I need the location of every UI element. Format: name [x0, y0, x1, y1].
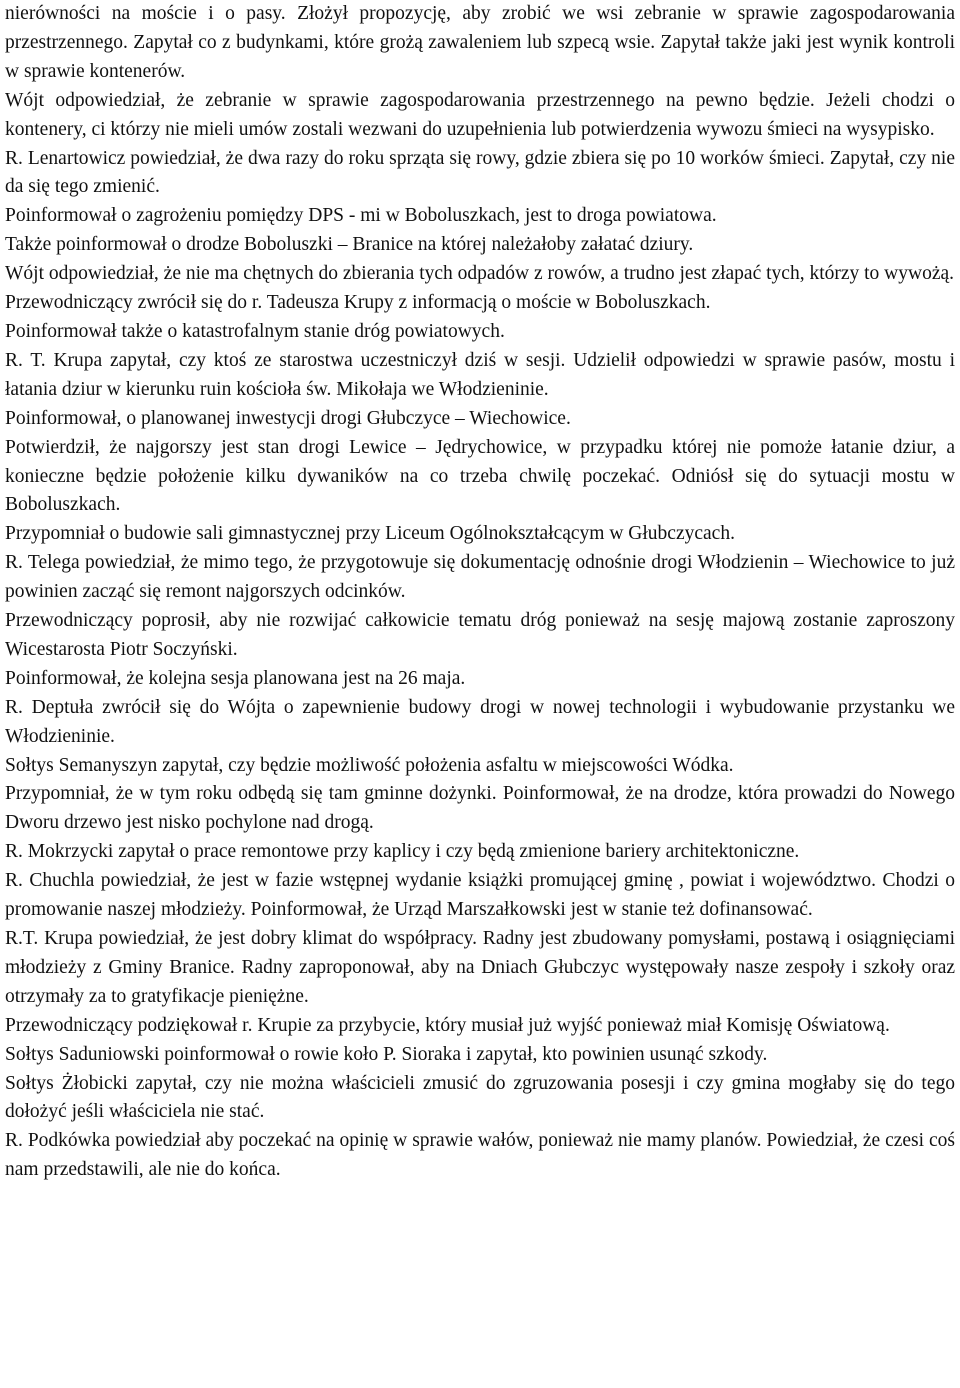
paragraph: Przewodniczący zwrócił się do r. Tadeusza Krupy z informacją o moście w Boboluszkach.	[5, 292, 711, 314]
paragraph: Poinformował także o katastrofalnym stanie dróg powiatowych.	[5, 320, 505, 342]
paragraph: Poinformował, że kolejna sesja planowana jest na 26 maja.	[5, 667, 466, 689]
paragraph: R. Lenartowicz powiedział, że dwa razy do roku sprząta się rowy, gdzie zbiera się po 10 worków śmieci. Zapytał, czy nie da się tego zmienić.	[5, 147, 955, 198]
paragraph: Przypomniał, że w tym roku odbędą się tam gminne dożynki. Poinformował, że na drodze, która prowadzi do Nowego Dworu drzewo jest nisko pochylone nad drogą.	[5, 783, 955, 834]
paragraph: R. Deptuła zwrócił się do Wójta o zapewnienie budowy drogi w nowej technologii i wybudowanie przystanku we Włodzieninie.	[5, 696, 955, 747]
paragraph: Wójt odpowiedział, że zebranie w sprawie zagospodarowania przestrzennego na pewno będzie. Jeżeli chodzi o kontenery, ci którzy nie mieli umów zostali wezwani do uzupełnienia lub potwierdzenia wywozu śmieci na wysypisko.	[5, 89, 955, 140]
paragraph: Sołtys Semanyszyn zapytał, czy będzie możliwość położenia asfaltu w miejscowości Wódka.	[5, 754, 734, 776]
paragraph: nierówności na moście i o pasy. Złożył propozycję, aby zrobić we wsi zebranie w sprawie zagospodarowania przestrzennego. Zapytał co z budynkami, które grożą zawaleniem lub szpecą wsie. Zapytał także jaki jest wynik kontroli w sprawie kontenerów.	[5, 3, 955, 82]
paragraph: R. Podkówka powiedział aby poczekać na opinię w sprawie wałów, ponieważ nie mamy planów. Powiedział, że czesi coś nam przedstawili, ale nie do końca.	[5, 1130, 955, 1181]
paragraph: R. Mokrzycki zapytał o prace remontowe przy kaplicy i czy będą zmienione bariery architektoniczne.	[5, 841, 800, 863]
paragraph: Przypomniał o budowie sali gimnastycznej przy Liceum Ogólnokształcącym w Głubczycach.	[5, 523, 735, 545]
paragraph: Także poinformował o drodze Boboluszki – Branice na której należałoby załatać dziury.	[5, 234, 694, 256]
paragraph: Wójt odpowiedział, że nie ma chętnych do zbierania tych odpadów z rowów, a trudno jest złapać tych, którzy to wywożą.	[5, 263, 955, 285]
paragraph: Sołtys Saduniowski poinformował o rowie koło P. Sioraka i zapytał, kto powinien usunąć szkody.	[5, 1043, 768, 1065]
paragraph: R. Telega powiedział, że mimo tego, że przygotowuje się dokumentację odnośnie drogi Włodzienin – Wiechowice to już powinien zacząć się remont najgorszych odcinków.	[5, 552, 955, 603]
paragraph: R. Chuchla powiedział, że jest w fazie wstępnej wydanie książki promującej gminę , powiat i województwo. Chodzi o promowanie naszej młodzieży. Poinformował, że Urząd Marszałkowski jest w stanie też dofinansować.	[5, 870, 955, 921]
paragraph: R.T. Krupa powiedział, że jest dobry klimat do współpracy. Radny jest zbudowany pomysłami, postawą i osiągnięciami młodzieży z Gminy Branice. Radny zaproponował, aby na Dniach Głubczyc występowały nasze zespoły i szkoły oraz otrzymały za to gratyfikacje pieniężne.	[5, 928, 955, 1007]
paragraph: Przewodniczący podziękował r. Krupie za przybycie, który musiał już wyjść ponieważ miał Komisję Oświatową.	[5, 1014, 890, 1036]
document-page	[5, 0, 955, 1185]
paragraph: Poinformował o zagrożeniu pomiędzy DPS - mi w Boboluszkach, jest to droga powiatowa.	[5, 205, 717, 227]
paragraph: Przewodniczący poprosił, aby nie rozwijać całkowicie tematu dróg ponieważ na sesję majową zostanie zaproszony Wicestarosta Piotr Soczyński.	[5, 610, 955, 660]
paragraph: R. T. Krupa zapytał, czy ktoś ze starostwa uczestniczył dziś w sesji. Udzielił odpowiedzi w sprawie pasów, mostu i łatania dziur w kierunku ruin kościoła św. Mikołaja we Włodzieninie.	[5, 349, 955, 400]
paragraph: Poinformował, o planowanej inwestycji drogi Głubczyce – Wiechowice.	[5, 407, 571, 429]
paragraph: Potwierdził, że najgorszy jest stan drogi Lewice – Jędrychowice, w przypadku której nie pomoże łatanie dziur, a konieczne będzie położenie kilku dywaników na co trzeba chwilę poczekać. Odniósł się do sytuacji mostu w Boboluszkach.	[5, 436, 955, 516]
paragraph: Sołtys Żłobicki zapytał, czy nie można właścicieli zmusić do zgruzowania posesji i czy gmina mogłaby się do tego dołożyć jeśli właściciela nie stać.	[5, 1072, 955, 1123]
